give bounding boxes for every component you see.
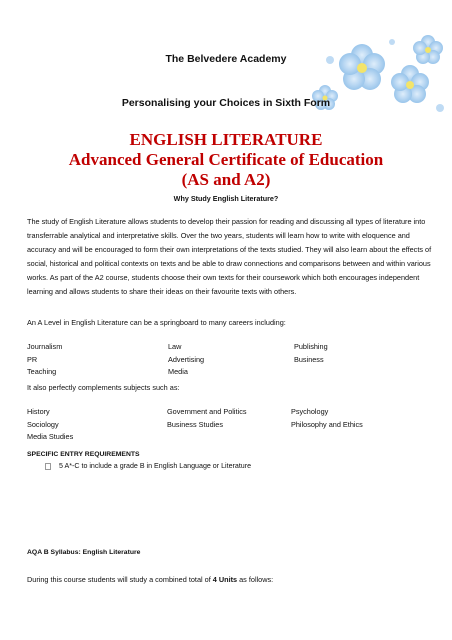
entry-requirement-text: 5 A*-C to include a grade B in English Language or Literature [59, 462, 252, 470]
career-item: Publishing [294, 342, 328, 351]
bullet-box-icon [45, 463, 51, 470]
careers-row [27, 341, 424, 354]
careers-list [27, 341, 424, 379]
document-subtitle: Personalising your Choices in Sixth Form [121, 97, 331, 109]
subject-item [291, 431, 421, 444]
school-name: The Belvedere Academy [165, 53, 287, 65]
subject-item: Psychology [291, 407, 329, 416]
subject-item [167, 431, 291, 444]
why-study-heading: Why Study English Literature? [173, 194, 279, 203]
careers-row [27, 366, 424, 379]
careers-row [27, 354, 424, 367]
subject-item: Government and Politics [167, 407, 247, 416]
intro-text: The study of English Literature allows students to develop their passion for reading and discussing all types of literature into transferrable analytical and interpretative skills. Over the two years, students will learn how to write with eloquence and accuracy and will be encouraged to form their own interpretations of the texts studied. They will also learn about the effects of social, historical and political contexts on texts and be able to draw connections and comparisons between and within various works. As part of the A2 course, students choose their own texts for their coursework which both encourages independent learning and allows students to share their ideas on their favourite texts with others. [27, 217, 432, 296]
subjects-row [27, 406, 421, 419]
title-line-2: Advanced General Certificate of Education [68, 150, 384, 169]
career-item: Business [294, 354, 324, 364]
entry-requirements-heading: SPECIFIC ENTRY REQUIREMENTS [27, 451, 140, 458]
syllabus-heading: AQA B Syllabus: English Literature [27, 549, 141, 556]
title-line-3: (AS and A2) [181, 170, 271, 189]
subject-item: Sociology [27, 419, 59, 429]
career-item: Advertising [168, 354, 205, 364]
page-title [0, 130, 452, 190]
subject-item: History [27, 407, 50, 416]
entry-requirement-item [45, 462, 251, 470]
subjects-list [27, 406, 421, 444]
career-item: Media [168, 367, 188, 376]
units-prefix: During this course students will study a combined total of [27, 575, 213, 584]
subject-item: Philosophy and Ethics [291, 419, 363, 429]
subject-item: Business Studies [167, 419, 223, 429]
career-item: PR [27, 354, 38, 364]
careers-lead: An A Level in English Literature can be a springboard to many careers including: [27, 318, 286, 327]
career-item: Journalism [27, 342, 63, 351]
career-item [294, 366, 424, 379]
units-sentence [27, 575, 273, 584]
subjects-row [27, 419, 421, 432]
title-line-1: ENGLISH LITERATURE [129, 130, 323, 149]
subject-item: Media Studies [27, 432, 74, 441]
intro-paragraph [27, 215, 432, 298]
units-suffix: as follows: [237, 575, 274, 584]
complements-lead: It also perfectly complements subjects such as: [27, 383, 180, 392]
career-item: Teaching [27, 367, 57, 376]
units-count: 4 Units [212, 575, 238, 584]
career-item: Law [168, 342, 182, 351]
subjects-row [27, 431, 421, 444]
